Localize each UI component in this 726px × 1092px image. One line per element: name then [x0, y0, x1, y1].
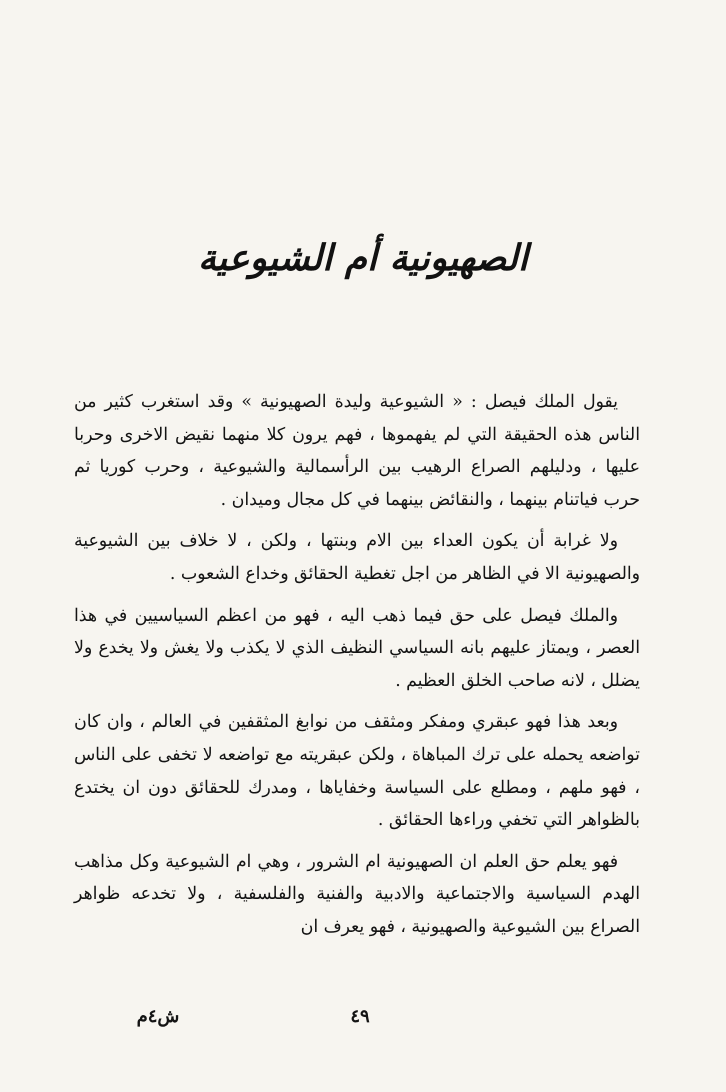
- paragraph-5: فهو يعلم حق العلم ان الصهيونية ام الشرور ، وهي ام الشيوعية وكل مذاهب الهدم السياسية والاجتماعية والادبية والفنية والفلسفية ، ولا تخدعه ظواهر الصراع بين الشيوعية والصهيونية ، فهو يعرف ان: [74, 851, 640, 937]
- paragraph-2: ولا غرابة أن يكون العداء بين الام وبنتها ، ولكن ، لا خلاف بين الشيوعية والصهيونية الا في الظاهر من اجل تغطية الحقائق وخداع الشعوب .: [74, 531, 640, 584]
- page-footer: [0, 1006, 726, 1036]
- paragraph-3: والملك فيصل على حق فيما ذهب اليه ، فهو من اعظم السياسيين في هذا العصر ، ويمتاز عليهم بانه السياسي النظيف الذي لا يكذب ولا يغش ولا يخدع ولا يضلل ، لانه صاحب الخلق العظيم .: [74, 605, 640, 691]
- page-number: ٤٩: [350, 1006, 370, 1027]
- chapter-title: الصهيونية أم الشيوعية: [198, 237, 528, 279]
- paragraph-1: يقول الملك فيصل : « الشيوعية وليدة الصهيونية » وقد استغرب كثير من الناس هذه الحقيقة التي لم يفهموها ، فهم يرون كلا منهما نقيض الاخرى وحربا عليها ، ودليلهم الصراع الرهيب بين الرأسمالية والشيوعية ، وحرب كوريا ثم حرب فياتنام بينهما ، والنقائض بينهما في كل مجال وميدان .: [74, 392, 640, 510]
- signature-mark: ش٤م: [136, 1006, 180, 1027]
- body-text: [74, 386, 640, 953]
- paragraph-4: وبعد هذا فهو عبقري ومفكر ومثقف من نوابغ المثقفين في العالم ، وان كان تواضعه يحمله على ترك المباهاة ، ولكن عبقريته مع تواضعه لا تخفى على الناس ، فهو ملهم ، ومطلع على السياسة وخفاياها ، ومدرك للحقائق دون ان يختدع بالظواهر التي تخفي وراءها الحقائق .: [74, 712, 640, 831]
